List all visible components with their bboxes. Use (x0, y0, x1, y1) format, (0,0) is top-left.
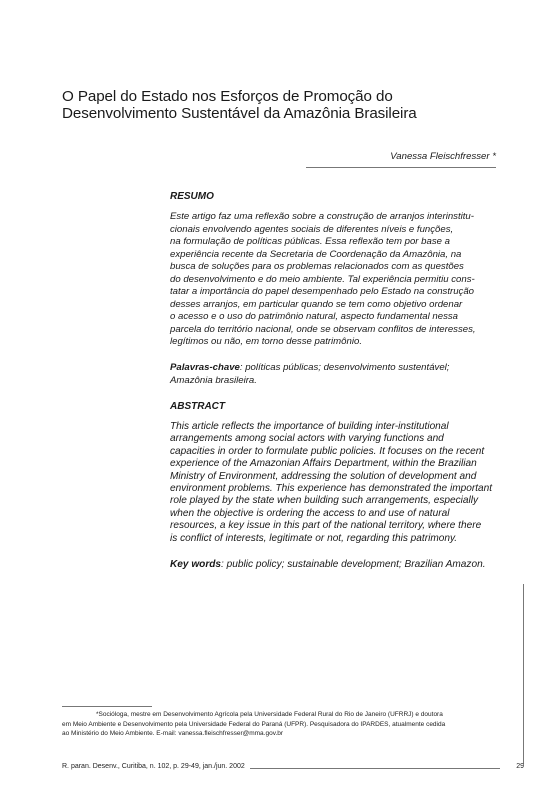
keywords-text: Amazônia brasileira. (170, 374, 257, 386)
footnote-line: em Meio Ambiente e Desenvolvimento pela Universidade Federal do Paraná (UFPR). Pesquisadora do IPARDES, atualmente cedida (62, 720, 446, 728)
resumo-line: o acesso e o uso do patrimônio natural, aspecto fundamental nessa (170, 311, 458, 322)
resumo-heading-block (170, 191, 496, 204)
abstract-line: when the objective is ordering the access to and use of natural (170, 507, 450, 519)
title-line: O Papel do Estado nos Esforços de Promoção do (62, 88, 393, 105)
footer-rule (250, 768, 500, 769)
abstract-heading-block (170, 401, 496, 414)
resumo-line: cionais envolvendo agentes sociais de diferentes níveis e funções, (170, 223, 454, 235)
footnote-line: *Socióloga, mestre em Desenvolvimento Agrícola pela Universidade Federal Rural do Rio de Janeiro (UFRRJ) e doutora (96, 711, 443, 718)
margin-vertical-rule (523, 584, 524, 764)
abstract-line: environment problems. This experience has demonstrated the important (170, 483, 493, 495)
abstract-line: resources, a key issue in this part of the national territory, where there (170, 520, 482, 532)
resumo-line: busca de soluções para os problemas relacionados com as questões (170, 261, 464, 272)
article-title (62, 88, 502, 122)
footnote-divider (62, 706, 152, 707)
abstract-line: role played by the state when building such arrangements, especially (170, 495, 479, 507)
abstract-heading: ABSTRACT (170, 401, 225, 412)
abstract-line: capacities in order to formulate public policies. It focuses on the recent (170, 445, 485, 457)
resumo-line: desses arranjos, em particular quando se tem como objetivo ordenar (170, 298, 463, 310)
resumo-line: legítimos ou não, em torno desse patrimônio. (170, 336, 362, 347)
keywords-text: : public policy; sustainable development; Brazilian Amazon. (221, 559, 486, 570)
resumo-line: na formulação de políticas públicas. Essa reflexão tem por base a (170, 236, 450, 247)
journal-citation: R. paran. Desenv., Curitiba, n. 102, p. 29-49, jan./jun. 2002 (62, 763, 245, 770)
resumo-line: do desenvolvimento e do meio ambiente. Tal experiência permitiu cons- (170, 273, 475, 285)
resumo-line: experiência recente da Secretaria de Coordenação da Amazônia, na (170, 248, 462, 260)
keywords-text: : políticas públicas; desenvolvimento sustentável; (239, 362, 450, 373)
abstract-line: is conflict of interests, legitimate or not, regarding this patrimony. (170, 532, 458, 544)
author-divider (306, 167, 496, 168)
resumo-body (170, 211, 496, 349)
keywords-label: Palavras-chave (170, 362, 240, 373)
abstract-line: Ministry of Environment, addressing the solution of development and (170, 470, 477, 482)
abstract-line: arrangements among social actors with varying functions and (170, 433, 444, 445)
abstract-body (170, 421, 496, 545)
resumo-line: Este artigo faz uma reflexão sobre a construção de arranjos interinstitu- (170, 211, 474, 222)
page-number: 29 (516, 763, 524, 770)
footnote-line: ao Ministério do Meio Ambiente. E-mail: vanessa.fleischfresser@mma.gov.br (62, 730, 284, 738)
abstract-line: experience of the Amazonian Affairs Department, within the Brazilian (170, 458, 477, 470)
resumo-heading: RESUMO (170, 191, 214, 202)
keywords-label: Key words (170, 559, 222, 570)
resumo-keywords (170, 362, 496, 387)
abstract-keywords (170, 559, 496, 571)
resumo-line: tatar a importância do papel desempenhado pelo Estado na construção (170, 286, 475, 297)
abstract-line: This article reflects the importance of building inter-institutional (170, 421, 449, 432)
resumo-line: parcela do território nacional, onde se observam conflitos de interesses, (170, 323, 476, 335)
author-footnote (62, 710, 498, 739)
page-footer (62, 763, 524, 775)
title-line: Desenvolvimento Sustentável da Amazônia Brasileira (62, 105, 417, 122)
author-name: Vanessa Fleischfresser * (390, 151, 496, 162)
